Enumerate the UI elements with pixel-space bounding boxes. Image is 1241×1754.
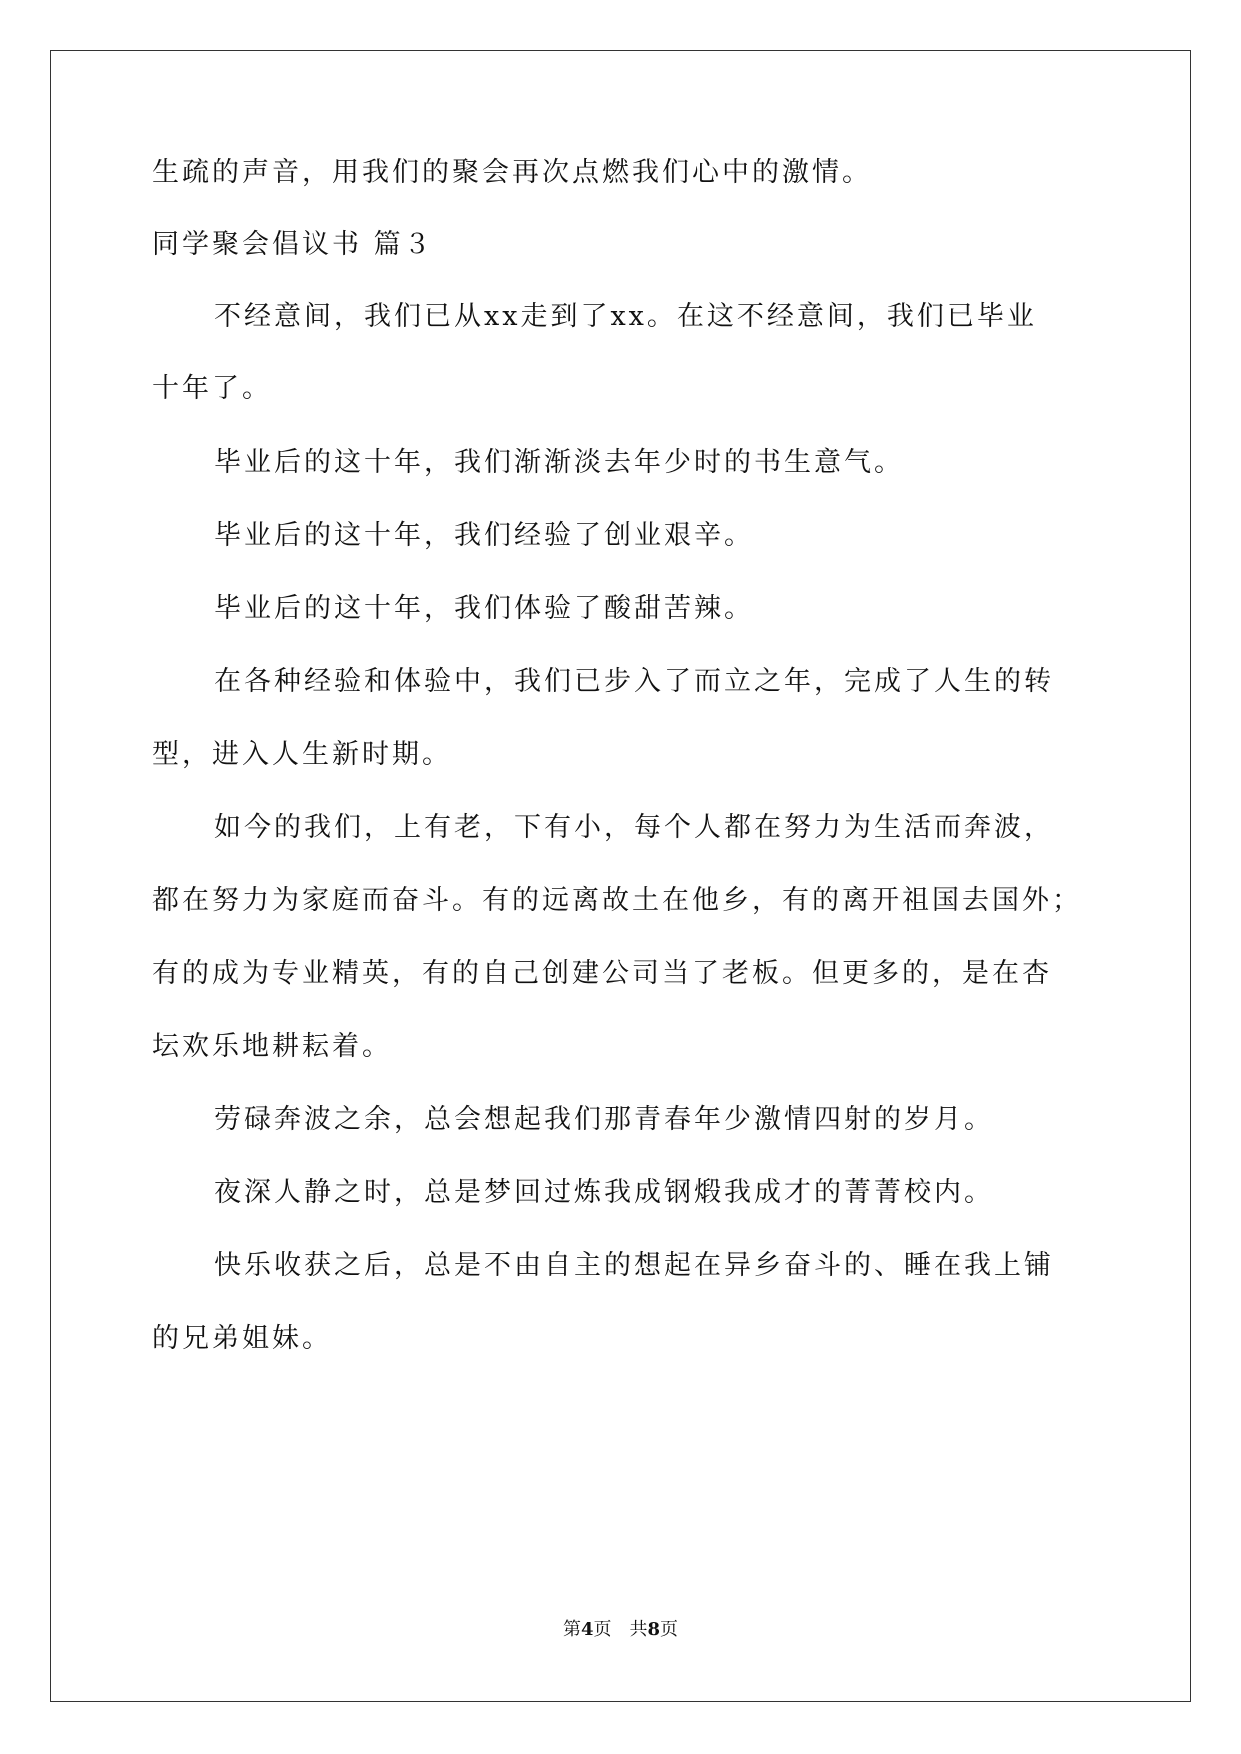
paragraph-line: 都在努力为家庭而奋斗。有的远离故土在他乡，有的离开祖国去国外； xyxy=(152,885,1082,916)
paragraph-line: 夜深人静之时，总是梦回过炼我成钢煅我成才的菁菁校内。 xyxy=(214,1177,994,1208)
body-line: 生疏的声音，用我们的聚会再次点燃我们心中的激情。 xyxy=(152,157,872,188)
paragraph-line: 不经意间，我们已从xx走到了xx。在这不经意间，我们已毕业 xyxy=(214,301,1037,332)
current-page-number: 4 xyxy=(580,1619,594,1640)
footer-prefix: 第 xyxy=(562,1619,581,1640)
footer-total-prefix: 共 xyxy=(629,1619,648,1640)
total-pages-number: 8 xyxy=(647,1619,661,1640)
paragraph-line: 有的成为专业精英，有的自己创建公司当了老板。但更多的，是在杏 xyxy=(152,958,1052,989)
paragraph-line: 在各种经验和体验中，我们已步入了而立之年，完成了人生的转 xyxy=(214,666,1054,697)
paragraph-line: 劳碌奔波之余，总会想起我们那青春年少激情四射的岁月。 xyxy=(214,1104,994,1135)
paragraph-line: 的兄弟姐妹。 xyxy=(152,1323,332,1354)
paragraph-line: 毕业后的这十年，我们经验了创业艰辛。 xyxy=(214,520,754,551)
section-heading: 同学聚会倡议书 篇３ xyxy=(152,229,434,260)
paragraph-line: 如今的我们，上有老，下有小，每个人都在努力为生活而奔波， xyxy=(214,812,1054,843)
page-footer xyxy=(0,1618,1241,1642)
paragraph-line: 毕业后的这十年，我们渐渐淡去年少时的书生意气。 xyxy=(214,447,904,478)
paragraph-line: 毕业后的这十年，我们体验了酸甜苦辣。 xyxy=(214,593,754,624)
paragraph-line: 十年了。 xyxy=(152,373,272,404)
paragraph-line: 快乐收获之后，总是不由自主的想起在异乡奋斗的、睡在我上铺 xyxy=(214,1250,1054,1281)
footer-page-suffix: 页 xyxy=(593,1619,612,1640)
paragraph-line: 型，进入人生新时期。 xyxy=(152,739,452,770)
footer-total-suffix: 页 xyxy=(660,1619,679,1640)
paragraph-line: 坛欢乐地耕耘着。 xyxy=(152,1031,392,1062)
